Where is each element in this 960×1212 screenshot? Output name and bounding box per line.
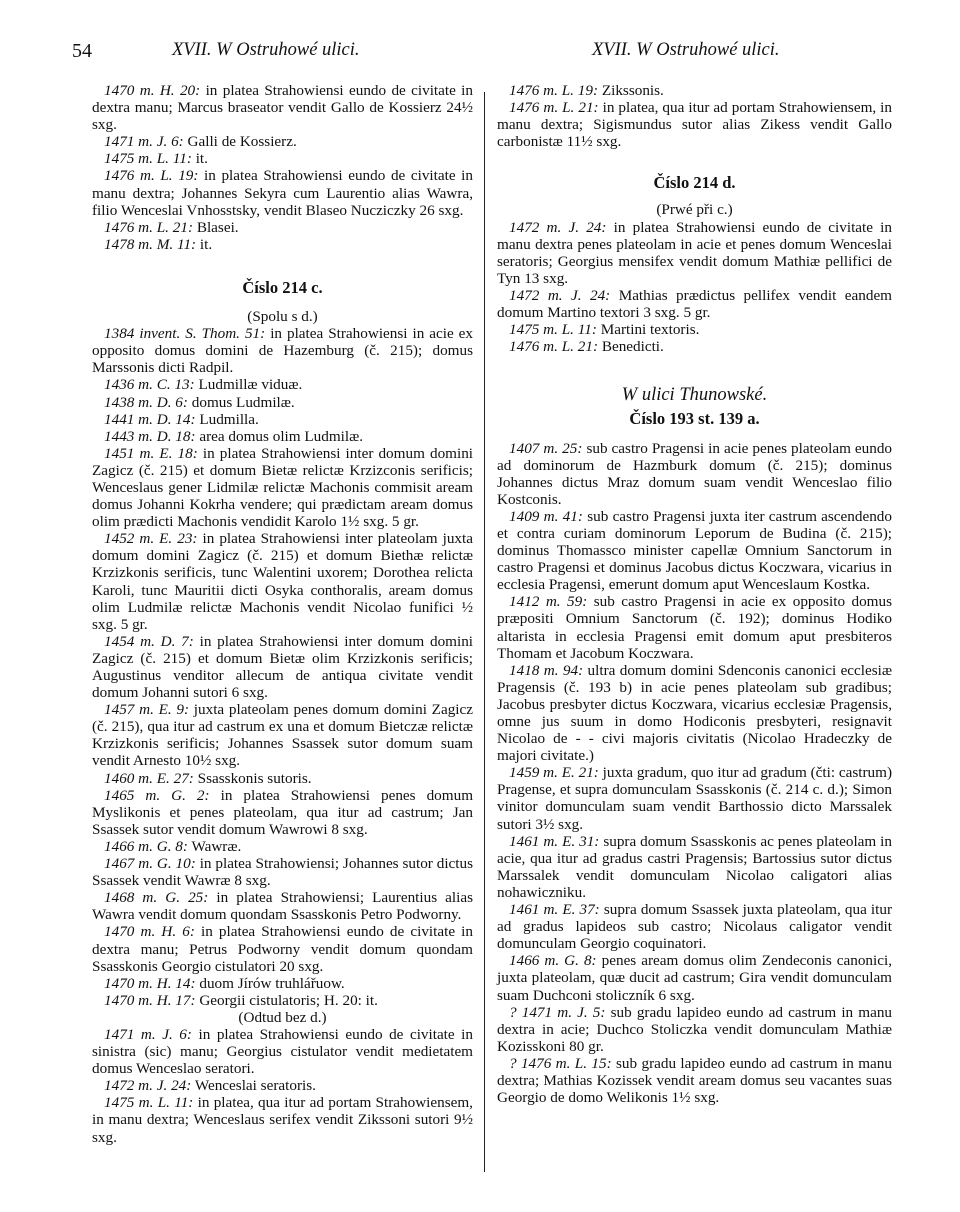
entry-text: Ludmillæ viduæ. (198, 376, 303, 394)
section-heading: Číslo 214 d. (653, 173, 736, 193)
street-heading: W ulici Thunowské. (621, 385, 768, 406)
running-head-right: XVII. W Ostruhowé ulici. (592, 40, 780, 60)
entry-reference: 1470 m. H. 6: (104, 923, 195, 941)
entry (497, 833, 892, 901)
entry-text: penes aream domus olim Zendeconis canonici, juxta plateolam, quæ ducit ad castrum; Gira vendit domunculam suam Duchconi stoliczník 6 sxg. (497, 952, 892, 1004)
entry (497, 338, 892, 355)
entry-reference: 1467 m. G. 10: (104, 855, 196, 873)
entry-reference: 1476 m. L. 19: (104, 167, 199, 185)
entry-reference: 1470 m. H. 14: (104, 974, 196, 992)
entry-reference: 1454 m. D. 7: (104, 632, 194, 650)
entry (92, 325, 473, 376)
entry-reference: 1470 m. H. 17: (104, 991, 196, 1009)
entry (92, 445, 473, 530)
entry-text: in platea Strahowiensi in acie ex opposito domus domini de Hazemburg (č. 215); domus Marssonis dicti Radpil. (92, 325, 474, 377)
entry (92, 236, 473, 253)
entry-reference: 1476 m. L. 21: (509, 99, 599, 117)
entry (497, 219, 892, 287)
entry-reference: 1384 invent. S. Thom. 51: (104, 325, 266, 343)
entry-text: Georgii cistulatoris; H. 20: it. (199, 991, 378, 1009)
section-note: (Spolu s d.) (247, 308, 318, 326)
entry-reference: 1412 m. 59: (509, 593, 588, 611)
entry (92, 889, 473, 923)
entry-text: in platea, qua itur ad portam Strahowiensem, in manu dextra; Wenceslaus serifex vendit Zikssoni sutori 9½ sxg. (92, 1094, 473, 1146)
entry-reference: 1472 m. J. 24: (509, 218, 607, 236)
entry-list (497, 219, 892, 356)
entry-text: sub castro Pragensi juxta iter castrum ascendendo et contra curiam dominorum Leporum de Budina (č. 215); dominus Thomassco minister capellæ Omnium Sanctorum in castro Pragensi et dominus Jacobus dictus Koczwara, vicarius in ecclesia Pragensi, emerunt domum aput Wenceslaum Kostka. (497, 507, 892, 594)
entry-reference: 1418 m. 94: (509, 661, 584, 679)
entry-reference: 1441 m. D. 14: (104, 410, 196, 428)
entry-reference: 1476 m. L. 21: (104, 218, 194, 236)
entry-reference: 1466 m. G. 8: (509, 952, 597, 970)
entry-text: in platea Strahowiensi inter domum domini Zagicz (č. 215) et domum Bietæ relictæ Krzizconis serificis; Wenceslaus gener Lidmilæ relictæ Machonis commisit aream domus Johanni Kokrha vendere; qui prædictam aream domus olim prædicti Machonis vendidit Karolo 1½ sxg. 5 gr. (92, 444, 474, 531)
entry-reference: 1476 m. L. 19: (509, 82, 599, 99)
entry (92, 838, 473, 855)
entry-text: supra domum Ssassek juxta plateolam, qua itur ad gradus lapideos sub castro; Nicolaus caligator vendit domunculam Georgio coquinatori. (497, 901, 892, 953)
entry-reference: 1460 m. E. 27: (104, 769, 194, 787)
running-head-left: XVII. W Ostruhowé ulici. (172, 40, 360, 60)
entry-text: Wawræ. (191, 837, 242, 855)
entry-text: in platea Strahowiensi; Laurentius alias Wawra vendit domum quondam Ssasskonis Petro Podworny. (92, 889, 473, 924)
section-note: (Odtud bez d.) (238, 1008, 327, 1026)
entry-reference: 1475 m. L. 11: (104, 1094, 194, 1112)
entry-reference: 1438 m. D. 6: (104, 393, 188, 411)
entry (497, 440, 892, 508)
entry-text: Wenceslai seratoris. (194, 1077, 316, 1095)
entry (92, 530, 473, 633)
entry-reference: 1475 m. L. 11: (104, 150, 192, 168)
entry-reference: ? 1476 m. L. 15: (509, 1054, 612, 1072)
entry-reference: 1468 m. G. 25: (104, 889, 209, 907)
entry-reference: 1443 m. D. 18: (104, 427, 196, 445)
entry-text: in platea Strahowiensi; Johannes sutor dictus Ssassek vendit Wawræ 8 sxg. (92, 855, 474, 890)
entry-list (92, 82, 473, 253)
entry (92, 855, 473, 889)
entry-list (92, 1026, 473, 1146)
entry-text: in platea Strahowiensi eundo de civitate in manu dextra penes plateolam in acie et penes domum Wenceslai seratoris; Georgius mensifex vendit domum Mathiæ pellifici de Tyn 13 sxg. (497, 218, 892, 287)
entry (497, 1055, 892, 1106)
entry-reference: 1478 m. M. 11: (104, 235, 197, 253)
entry-text: in platea Strahowiensi eundo de civitate in dextra manu; Petrus Podworny vendit domum quondam Ssasskonis Georgio cistulatori 20 sxg. (92, 923, 473, 975)
entry (92, 787, 473, 838)
entry (92, 82, 473, 133)
entry-reference: 1472 m. J. 24: (509, 286, 611, 304)
entry-reference: 1470 m. H. 20: (104, 82, 201, 99)
entry (92, 1094, 473, 1145)
entry-reference: ? 1471 m. J. 5: (509, 1003, 606, 1021)
entry (497, 321, 892, 338)
entry (92, 376, 473, 393)
entry-text: sub castro Pragensi in acie ex opposito domus præpositi Omnium Sanctorum (č. 192); dominus Hodiko altarista in ecclesia Pragensi emit domum aput presbiteros Thomam et Jacobum Koczwara. (497, 593, 892, 662)
entry-text: in platea Strahowiensi inter domum domini Zagicz (č. 215) et domum Bietæ olim Krzizkonis serificis; Augustinus venditor allecum de antiqua civitate vendit domum Johanni sutori 6 sxg. (92, 632, 474, 702)
entry-text: area domus olim Ludmilæ. (199, 427, 364, 445)
entry-text: in platea Strahowiensi inter plateolam juxta domum domini Zagicz (č. 215) et domum Biethæ relictæ Krzizkonis serificis, tunc Walentini uxorem; Dorothea relicta Karoli, tunc Mauritii dicti Osyka conthoralis, aream domus olim Ludmilæ relictæ Machonis vendit Nicolao funifici ½ sxg. 5 gr. (92, 530, 473, 633)
entry (92, 701, 473, 769)
entry-text: ultra domum domini Sdenconis canonici ecclesiæ Pragensis (č. 193 b) in acie penes plateolam sub gradibus; Jacobus presbyter dictus Koczwara, vicarius ecclesiæ Pragensis, omne jus suum in domo Hodiconis presbyteri, resignavit Nicolao de - - civi majoris civitatis (Nicolao Hradeczky de majori civitate.) (497, 661, 893, 765)
column-divider (484, 92, 485, 1172)
entry (92, 133, 473, 150)
section-heading: Číslo 193 st. 139 a. (629, 409, 760, 429)
entry (92, 992, 473, 1009)
entry (497, 1004, 892, 1055)
entry (92, 1077, 473, 1094)
entry (497, 82, 892, 99)
entry (92, 633, 473, 701)
entry-reference: 1409 m. 41: (509, 507, 583, 525)
entry-reference: 1471 m. J. 6: (104, 133, 184, 151)
entry-text: domus Ludmilæ. (191, 393, 295, 411)
entry (497, 662, 892, 765)
entry (497, 952, 892, 1003)
entry (92, 411, 473, 428)
section-heading: Číslo 214 c. (242, 277, 323, 297)
entry-text: in platea Strahowiensi eundo de civitate in sinistra (sic) manu; Georgius cistulator vendit medietatem domus Wenceslao seratori. (92, 1025, 473, 1078)
entry (92, 394, 473, 411)
entry-reference: 1461 m. E. 31: (509, 832, 600, 850)
entry-reference: 1475 m. L. 11: (509, 321, 597, 339)
entry-text: it. (199, 235, 213, 253)
entry (92, 975, 473, 992)
entry (92, 428, 473, 445)
entry (497, 99, 892, 150)
entry (92, 770, 473, 787)
entry-reference: 1436 m. C. 13: (104, 376, 195, 394)
entry (497, 287, 892, 321)
entry (92, 1026, 473, 1077)
entry (92, 167, 473, 218)
entry-text: Zikssonis. (601, 82, 664, 99)
left-column (92, 82, 473, 1146)
entry-reference: 1457 m. E. 9: (104, 701, 190, 719)
entry-text: Martini textoris. (600, 321, 700, 339)
entry-text: Benedicti. (601, 338, 664, 356)
entry-text: duom Jírów truhlářuow. (199, 974, 345, 992)
entry-text: Blasei. (196, 218, 239, 236)
page-number: 54 (72, 40, 92, 62)
entry (497, 901, 892, 952)
entry-reference: 1452 m. E. 23: (104, 530, 198, 548)
entry (92, 219, 473, 236)
entry-text: supra domum Ssasskonis ac penes plateolam in acie, qua itur ad gradus castri Pragensis; Bartossius sutor dictus Marssalek vendit domunculam Nicolao caligatori alias nohawiczniku. (497, 832, 892, 901)
entry-text: in platea, qua itur ad portam Strahowiensem, in manu dextra; Sigismundus sutor alias Zikess vendit Gallo carbonistæ 11½ sxg. (497, 99, 892, 151)
entry-reference: 1407 m. 25: (509, 439, 583, 457)
entry-list (497, 82, 892, 150)
entry-text: sub gradu lapideo eundo ad castrum in manu dextra; Mathias Kozissek vendit aream domus seu vacantes suas Georgio de domo Welikonis 1½ sxg. (497, 1054, 892, 1107)
entry (497, 593, 892, 661)
entry-text: Ludmilla. (199, 410, 259, 428)
entry-text: in platea Strahowiensi penes domum Myslikonis et penes plateolam, qua itur ad castrum; Jan Ssassek sutor vendit domum Wawrowi 8 sxg. (92, 786, 474, 838)
entry-reference: 1471 m. J. 6: (104, 1025, 192, 1043)
entry-text: in platea Strahowiensi eundo de civitate in dextra manu; Marcus braseator vendit Gallo de Kossierz 24½ sxg. (92, 82, 473, 134)
entry-text: sub gradu lapideo eundo ad castrum in manu dextra in acie; Duchco Stoliczka vendit domunculam Mathiæ Kozisskoni 80 gr. (497, 1003, 893, 1055)
entry (92, 150, 473, 167)
entry-text: Galli de Kossierz. (187, 133, 297, 151)
entry-reference: 1451 m. E. 18: (104, 444, 198, 462)
entry-text: Ssasskonis sutoris. (197, 769, 312, 787)
entry-text: in platea Strahowiensi eundo de civitate in manu dextra; Johannes Sekyra cum Laurentio alias Wawra, filio Wenceslai Vnhosstsky, vendit Blaseo Nucziczky 26 sxg. (92, 167, 473, 219)
entry-reference: 1461 m. E. 37: (509, 901, 600, 919)
entry-reference: 1476 m. L. 21: (509, 338, 599, 356)
entry-text: it. (195, 150, 208, 168)
entry (92, 923, 473, 974)
entry-text: Mathias prædictus pellifex vendit eandem domum Martino textori 3 sxg. 5 gr. (497, 286, 892, 322)
entry-text: juxta gradum, quo itur ad gradum (čti: castrum) Pragense, et supra domunculam Ssasskonis (č. 214 c. d.); Simon vinitor domunculam suam vendit Barthossio dicto Marssalek sutori 3½ sxg. (497, 764, 893, 833)
entry-reference: 1466 m. G. 8: (104, 837, 188, 855)
section-note: (Prwé při c.) (656, 201, 733, 219)
entry (497, 508, 892, 593)
entry-reference: 1459 m. E. 21: (509, 764, 599, 782)
entry-reference: 1465 m. G. 2: (104, 786, 210, 804)
entry-text: juxta plateolam penes domum domini Zagicz (č. 215), qua itur ad castrum ex una et domum Bietczæ relictæ Krzizkonis serificis; Johannes Ssassek sutor domum suam vendit Arnesto 10½ sxg. (92, 701, 473, 770)
entry-list (92, 325, 473, 1009)
entry-list (497, 440, 892, 1107)
entry (497, 764, 892, 832)
right-column (497, 82, 892, 1106)
entry-reference: 1472 m. J. 24: (104, 1077, 192, 1095)
entry-text: sub castro Pragensi in acie penes plateolam eundo ad dominorum de Hazmburk domum (č. 215); dominus Johannes dictus Mraz domum suam vendit Wenceslao filio Kostconis. (497, 439, 893, 508)
